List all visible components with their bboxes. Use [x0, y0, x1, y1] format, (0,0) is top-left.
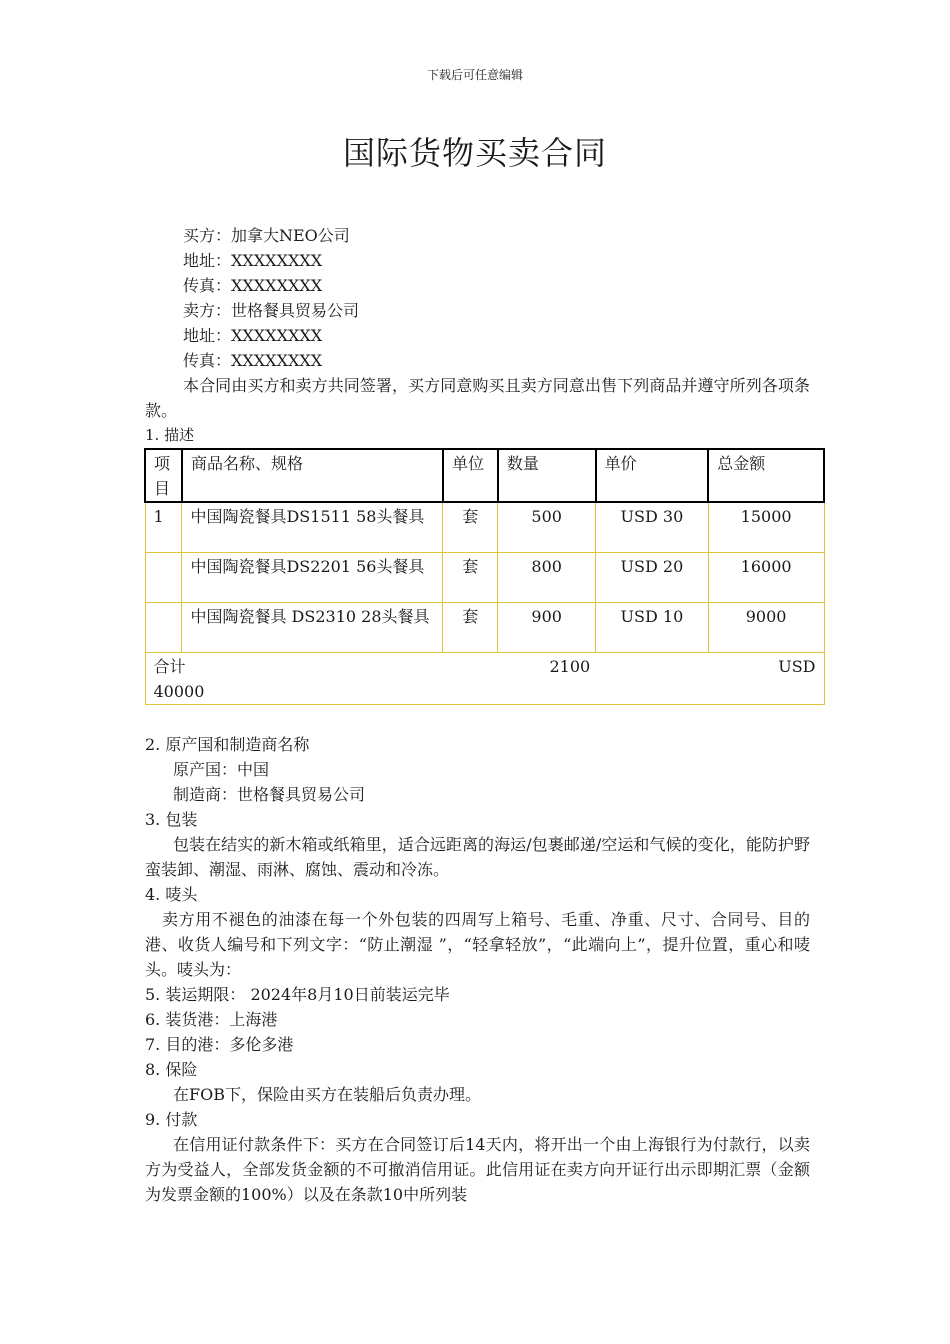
cell-product: 中国陶瓷餐具DS1511 58头餐具: [182, 502, 443, 553]
buyer-fax: 传真：XXXXXXXX: [183, 276, 323, 295]
table-total-row: [145, 653, 824, 705]
cell-total: 9000: [708, 603, 824, 653]
buyer-address: 地址：XXXXXXXX: [183, 251, 323, 270]
marks-paragraph: 卖方用不褪色的油漆在每一个外包装的四周写上箱号、毛重、净重、尺寸、合同号、目的港、收货人编号和下列文字：“防止潮湿 ”，“轻拿轻放”，“此端向上”，提升位置，重心和唛头。唛头为：: [145, 910, 810, 979]
manufacturer: 制造商：世格餐具贸易公司: [173, 785, 366, 804]
header-note: 下载后可任意编辑: [426, 68, 523, 82]
cell-item: 1: [145, 502, 182, 553]
table-row: [145, 603, 824, 653]
cell-unit: 套: [443, 603, 498, 653]
cell-unit: 套: [443, 553, 498, 603]
cell-quantity: 500: [498, 502, 596, 553]
header-item: 项目: [145, 449, 182, 502]
packing-paragraph: 包装在结实的新木箱或纸箱里，适合远距离的海运/包裹邮递/空运和气候的变化，能防护野蛮装卸、潮湿、雨淋、腐蚀、震动和冷冻。: [145, 835, 810, 879]
origin-country: 原产国：中国: [173, 760, 270, 779]
total-currency: USD: [778, 657, 816, 676]
header-quantity: 数量: [498, 449, 596, 502]
intro-paragraph: 本合同由买方和卖方共同签署，买方同意购买且卖方同意出售下列商品并遵守所列各项条款。: [145, 376, 810, 420]
cell-unit-price: USD 10: [596, 603, 709, 653]
cell-quantity: 900: [498, 603, 596, 653]
payment-paragraph: 在信用证付款条件下：买方在合同签订后14天内，将开出一个由上海银行为付款行，以卖方为受益人，全部发货金额的不可撤消信用证。此信用证在卖方向开证行出示即期汇票（金额为发票金额的100%）以及在条款10中所列装: [145, 1135, 810, 1204]
table-header-row: [145, 449, 824, 502]
section-8-title: 8. 保险: [145, 1060, 198, 1079]
table-row: [145, 502, 824, 553]
total-quantity: 2100: [549, 657, 591, 676]
cell-unit-price: USD 30: [596, 502, 709, 553]
cell-product: 中国陶瓷餐具 DS2310 28头餐具: [182, 603, 443, 653]
cell-unit-price: USD 20: [596, 553, 709, 603]
table-row: [145, 553, 824, 603]
insurance-text: 在FOB下，保险由买方在装船后负责办理。: [173, 1085, 481, 1104]
cell-product: 中国陶瓷餐具DS2201 56头餐具: [182, 553, 443, 603]
cell-item: [145, 553, 182, 603]
header-product: 商品名称、规格: [182, 449, 443, 502]
section-2-title: 2. 原产国和制造商名称: [145, 735, 310, 754]
cell-quantity: 800: [498, 553, 596, 603]
cell-unit: 套: [443, 502, 498, 553]
section-6-loading-port: 6. 装货港：上海港: [145, 1010, 278, 1029]
total-cell: [145, 653, 824, 705]
total-label: 合计: [153, 657, 186, 676]
buyer-name: 买方：加拿大NEO公司: [183, 226, 350, 245]
seller-fax: 传真：XXXXXXXX: [183, 351, 323, 370]
section-7-destination-port: 7. 目的港：多伦多港: [145, 1035, 294, 1054]
seller-address: 地址：XXXXXXXX: [183, 326, 323, 345]
section-4-title: 4. 唛头: [145, 885, 198, 904]
cell-total: 15000: [708, 502, 824, 553]
section-1-title: 1. 描述: [145, 426, 195, 444]
section-9-title: 9. 付款: [145, 1110, 198, 1129]
cell-item: [145, 603, 182, 653]
header-total: 总金额: [708, 449, 824, 502]
cell-total: 16000: [708, 553, 824, 603]
section-3-title: 3. 包装: [145, 810, 198, 829]
seller-name: 卖方：世格餐具贸易公司: [183, 301, 360, 320]
document-title: 国际货物买卖合同: [342, 134, 607, 172]
header-unit-price: 单价: [596, 449, 709, 502]
total-amount: 40000: [153, 682, 205, 701]
goods-table: [144, 448, 825, 705]
section-5-shipment-time: 5. 装运期限： 2024年8月10日前装运完毕: [145, 985, 450, 1004]
header-unit: 单位: [443, 449, 498, 502]
